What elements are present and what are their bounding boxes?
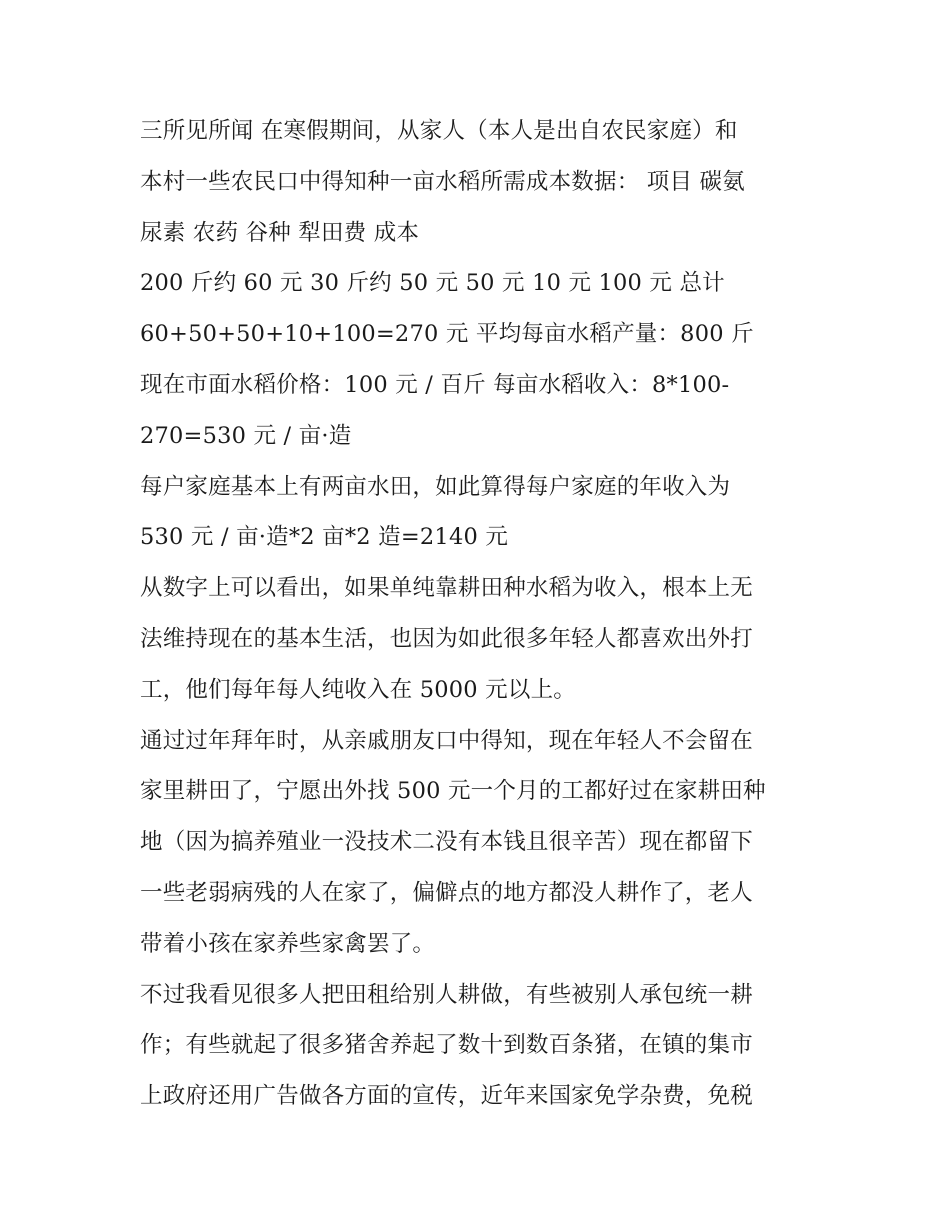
- text-line: 现在市面水稻价格：100 元 / 百斤 每亩水稻收入：8*100-: [140, 371, 730, 398]
- document-body: [140, 106, 820, 1122]
- text-line: 作；有些就起了很多猪舍养起了数十到数百条猪，在镇的集市: [140, 1032, 753, 1059]
- text-line: 每户家庭基本上有两亩水田，如此算得每户家庭的年收入为: [140, 473, 731, 500]
- text-line: 法维持现在的基本生活，也因为如此很多年轻人都喜欢出外打: [140, 625, 753, 652]
- text-line: 从数字上可以看出，如果单纯靠耕田种水稻为收入，根本上无: [140, 575, 753, 602]
- text-line: 家里耕田了，宁愿出外找 500 元一个月的工都好过在家耕田种: [140, 778, 766, 805]
- text-line: 270=530 元 / 亩·造: [140, 422, 352, 449]
- text-line: 上政府还用广告做各方面的宣传，近年来国家免学杂费，免税: [140, 1083, 753, 1110]
- text-line: 尿素 农药 谷种 犁田费 成本: [140, 219, 420, 246]
- text-line: 带着小孩在家养些家禽罢了。: [140, 930, 436, 957]
- text-line: 通过过年拜年时，从亲戚朋友口中得知，现在年轻人不会留在: [140, 727, 753, 754]
- text-line: 一些老弱病残的人在家了，偏僻点的地方都没人耕作了，老人: [140, 879, 753, 906]
- text-line: 本村一些农民口中得知种一亩水稻所需成本数据： 项目 碳氨: [140, 168, 745, 195]
- text-line: 60+50+50+10+100=270 元 平均每亩水稻产量：800 斤: [140, 321, 754, 348]
- text-line: 530 元 / 亩·造*2 亩*2 造=2140 元: [140, 524, 509, 551]
- text-line: 三所见所闻 在寒假期间，从家人（本人是出自农民家庭）和: [140, 118, 738, 144]
- text-line: 200 斤约 60 元 30 斤约 50 元 50 元 10 元 100 元 总计: [140, 270, 725, 297]
- text-line: 地（因为搞养殖业一没技术二没有本钱且很辛苦）现在都留下: [140, 829, 753, 856]
- text-line: 工，他们每年每人纯收入在 5000 元以上。: [140, 676, 576, 703]
- text-line: 不过我看见很多人把田租给别人耕做，有些被别人承包统一耕: [140, 981, 753, 1008]
